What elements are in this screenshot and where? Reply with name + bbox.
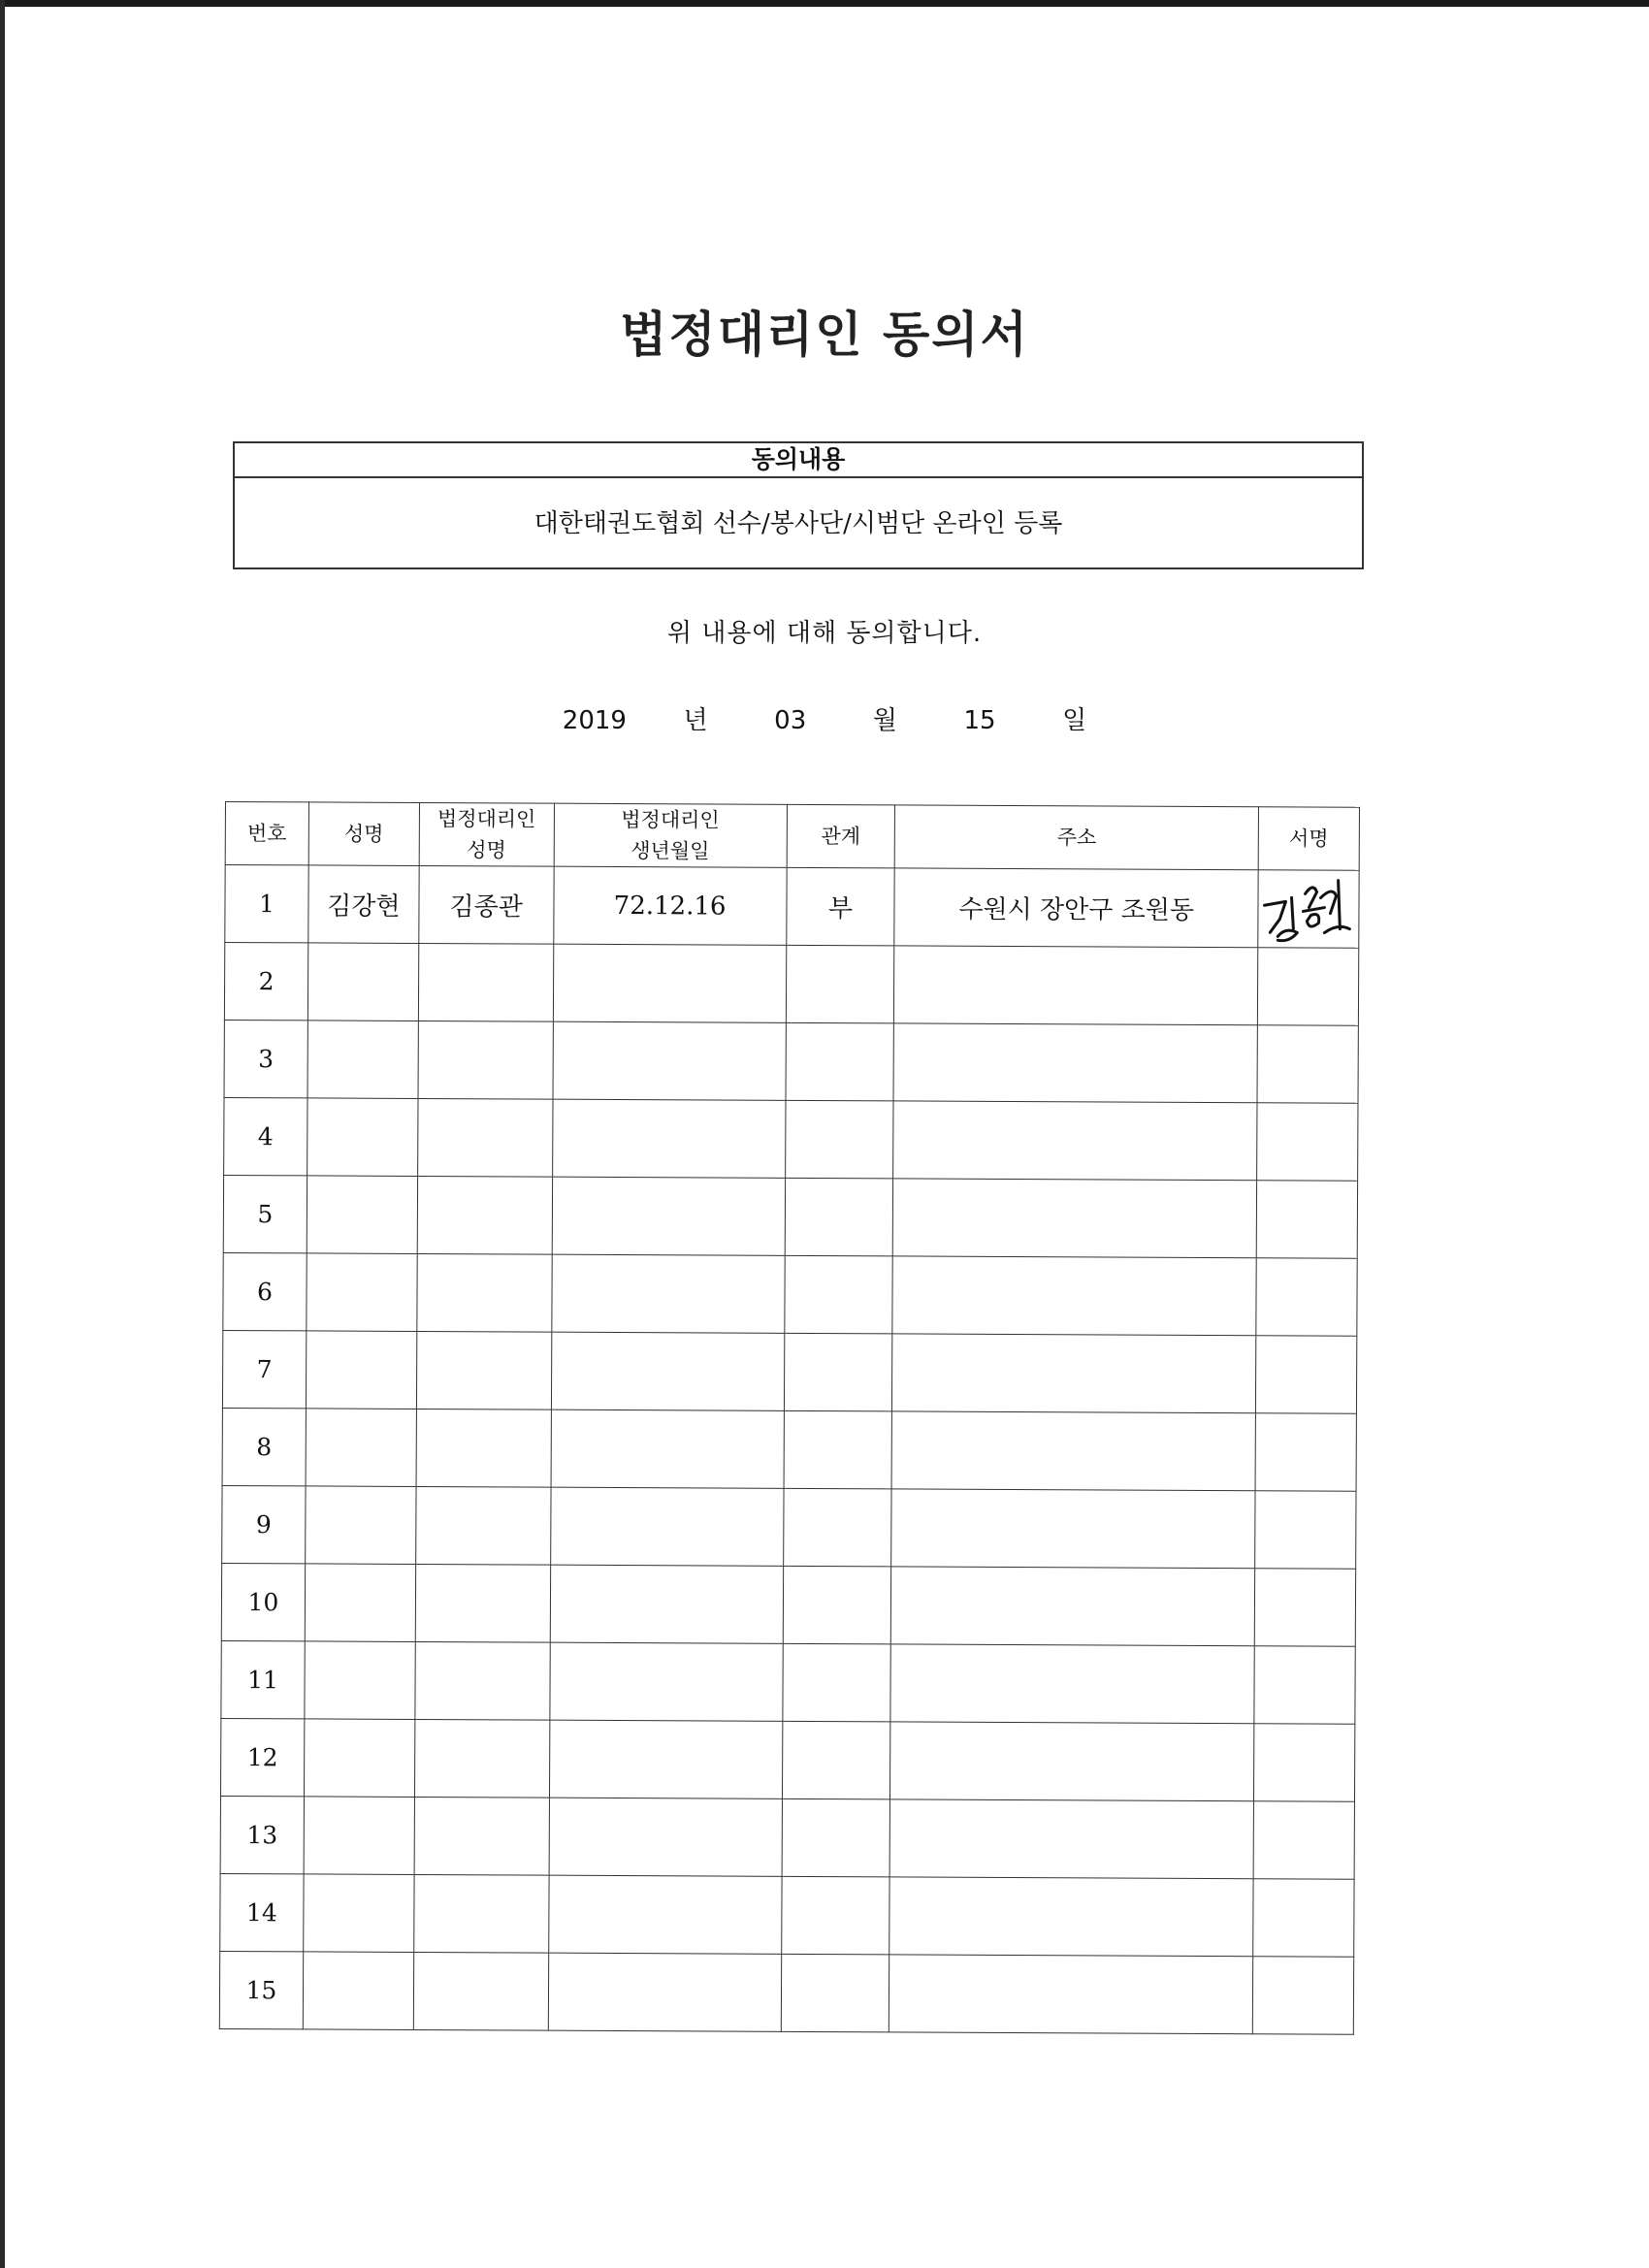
table-row [220, 1873, 1354, 1957]
cell-address [890, 1722, 1254, 1801]
cell-guardian-name [416, 1409, 551, 1487]
cell-signature [1255, 1491, 1356, 1570]
cell-guardian-birth: 72.12.16 [553, 866, 786, 945]
consent-box [233, 441, 1364, 569]
cell-signature [1253, 1879, 1354, 1958]
header-guardian-name: 법정대리인 성명 [419, 802, 554, 866]
table-row [221, 1640, 1355, 1724]
date-day: 15 [963, 706, 996, 735]
header-guardian-birth: 법정대리인 생년월일 [554, 803, 787, 867]
cell-signature [1257, 948, 1358, 1026]
cell-relation [784, 1255, 892, 1334]
cell-guardian-name [415, 1641, 550, 1720]
consent-header: 동의내용 [235, 443, 1362, 478]
cell-name [303, 1952, 413, 2030]
date-year-unit: 년 [683, 706, 708, 735]
cell-address [893, 1101, 1257, 1181]
cell-no: 5 [223, 1175, 307, 1252]
cell-relation [781, 1876, 889, 1955]
cell-signature [1252, 1957, 1353, 2035]
cell-guardian-name [414, 1797, 549, 1875]
cell-no: 3 [224, 1020, 307, 1097]
table-row [220, 1718, 1354, 1801]
cell-name [304, 1797, 414, 1875]
table-row [224, 1020, 1358, 1103]
cell-name [307, 943, 418, 1021]
date-day-unit: 일 [1062, 706, 1087, 735]
cell-signature [1255, 1413, 1356, 1492]
cell-relation [785, 1178, 893, 1256]
cell-signature [1256, 1181, 1357, 1259]
cell-guardian-name [415, 1486, 550, 1565]
cell-no: 7 [222, 1330, 306, 1408]
cell-name [307, 1176, 417, 1254]
scan-edge-top [0, 0, 1649, 7]
cell-no: 12 [220, 1718, 304, 1796]
cell-name [304, 1874, 414, 1953]
cell-guardian-name [417, 1176, 552, 1254]
cell-address [892, 1334, 1256, 1413]
cell-relation [783, 1566, 891, 1644]
cell-guardian-name [414, 1719, 549, 1798]
cell-name [304, 1719, 414, 1798]
cell-address: 수원시 장안구 조원동 [894, 868, 1258, 948]
cell-guardian-birth [553, 1021, 786, 1100]
cell-signature [1254, 1724, 1355, 1802]
cell-no: 10 [221, 1563, 305, 1640]
date-month-unit: 월 [872, 706, 897, 735]
cell-address [889, 1877, 1253, 1957]
cell-address [893, 1023, 1257, 1103]
cell-guardian-birth [551, 1332, 784, 1410]
cell-guardian-name [416, 1331, 551, 1409]
cell-address [890, 1644, 1254, 1724]
cell-guardian-name [413, 1952, 548, 2030]
cell-relation [786, 1022, 894, 1101]
table-row [225, 865, 1359, 949]
cell-guardian-birth [553, 944, 786, 1022]
cell-guardian-name: 김종관 [419, 865, 554, 944]
cell-address [890, 1799, 1254, 1879]
document-title: 법정대리인 동의서 [620, 307, 1029, 363]
cell-name [307, 1021, 418, 1099]
cell-name [306, 1331, 416, 1409]
cell-relation [786, 945, 894, 1023]
table-row [222, 1408, 1356, 1491]
cell-relation [782, 1721, 890, 1799]
cell-signature [1254, 1569, 1355, 1647]
cell-no: 13 [220, 1796, 304, 1873]
cell-no: 9 [222, 1485, 306, 1563]
cell-relation: 부 [786, 867, 894, 946]
date-year: 2019 [562, 706, 627, 735]
cell-relation [782, 1798, 890, 1877]
consent-content: 대한태권도협회 선수/봉사단/시범단 온라인 등록 [534, 509, 1063, 538]
cell-guardian-birth [548, 1875, 781, 1954]
cell-address [889, 1955, 1253, 2034]
cell-no: 11 [221, 1640, 305, 1718]
cell-address [894, 946, 1258, 1025]
header-address: 주소 [895, 805, 1259, 870]
cell-no: 2 [224, 943, 307, 1021]
cell-guardian-name [417, 1098, 552, 1177]
cell-address [891, 1567, 1255, 1646]
table-row [223, 1175, 1357, 1258]
cell-name [306, 1486, 416, 1565]
cell-relation [785, 1100, 893, 1179]
cell-name [306, 1409, 416, 1487]
cell-name [307, 1253, 417, 1332]
consent-statement: 위 내용에 대해 동의합니다. [666, 619, 983, 648]
handwritten-signature [1252, 868, 1359, 951]
cell-guardian-birth [551, 1409, 784, 1488]
cell-guardian-birth [552, 1099, 785, 1178]
cell-guardian-birth [548, 1953, 781, 2031]
header-relation: 관계 [787, 804, 895, 868]
cell-guardian-birth [550, 1487, 783, 1566]
cell-signature [1257, 1025, 1358, 1104]
cell-no: 1 [225, 865, 308, 943]
table-row [223, 1252, 1357, 1336]
header-no: 번호 [225, 802, 308, 865]
cell-relation [784, 1333, 892, 1411]
cell-name [305, 1641, 415, 1720]
cell-guardian-birth [549, 1798, 782, 1876]
cell-guardian-name [415, 1564, 550, 1642]
cell-name [305, 1564, 415, 1642]
guardian-table [219, 801, 1360, 2035]
cell-signature [1254, 1646, 1355, 1725]
table-row [224, 1097, 1358, 1181]
header-name: 성명 [308, 802, 419, 866]
cell-signature [1258, 870, 1359, 949]
cell-guardian-birth [552, 1177, 785, 1255]
table-row [220, 1796, 1354, 1879]
cell-name [307, 1098, 418, 1177]
cell-guardian-name [418, 1021, 553, 1099]
cell-guardian-birth [552, 1254, 785, 1333]
header-signature: 서명 [1258, 807, 1359, 871]
cell-guardian-birth [549, 1720, 782, 1798]
table-row [221, 1563, 1355, 1646]
cell-no: 15 [219, 1951, 303, 2028]
cell-relation [781, 1954, 889, 2032]
table-row [222, 1485, 1356, 1569]
cell-address [891, 1489, 1255, 1569]
consent-date [0, 700, 1649, 736]
cell-guardian-name [414, 1874, 549, 1953]
cell-no: 4 [224, 1097, 307, 1175]
cell-no: 6 [223, 1252, 307, 1330]
cell-signature [1253, 1801, 1354, 1880]
cell-address [892, 1256, 1256, 1336]
cell-relation [784, 1410, 892, 1489]
table-row [224, 943, 1358, 1026]
cell-no: 8 [222, 1408, 306, 1485]
cell-relation [783, 1488, 891, 1567]
cell-no: 14 [220, 1873, 304, 1951]
cell-relation [782, 1643, 890, 1722]
date-month: 03 [774, 706, 807, 735]
cell-address [893, 1179, 1257, 1258]
cell-signature [1256, 1258, 1357, 1337]
table-row [219, 1951, 1353, 2034]
cell-guardian-birth [550, 1565, 783, 1643]
cell-guardian-name [418, 943, 553, 1021]
table-row [222, 1330, 1356, 1413]
table-header-row [225, 802, 1359, 871]
cell-guardian-name [417, 1253, 552, 1332]
cell-signature [1255, 1336, 1356, 1414]
cell-name: 김강현 [308, 865, 419, 944]
cell-signature [1257, 1103, 1358, 1182]
cell-address [891, 1411, 1255, 1491]
cell-guardian-birth [550, 1642, 783, 1721]
